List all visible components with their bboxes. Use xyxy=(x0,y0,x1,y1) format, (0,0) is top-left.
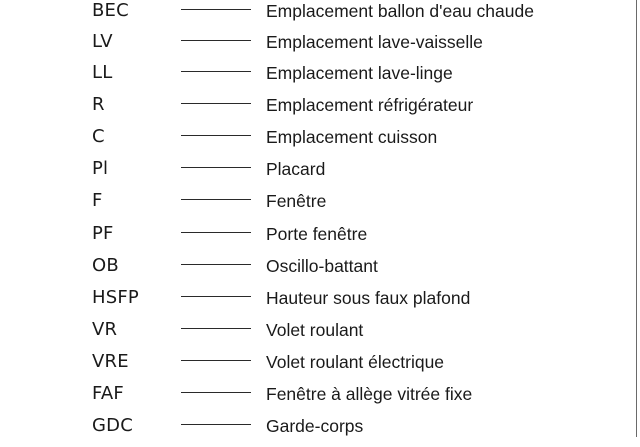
legend-abbreviation: C xyxy=(92,126,105,147)
legend-connector-line xyxy=(181,199,251,200)
legend-connector-line xyxy=(181,9,251,10)
legend-abbreviation: LV xyxy=(92,31,113,52)
legend-row xyxy=(0,415,636,447)
legend-abbreviation: VR xyxy=(92,319,118,340)
legend-connector-line xyxy=(181,135,251,136)
legend-abbreviation: GDC xyxy=(92,415,133,436)
legend-row xyxy=(0,255,636,287)
legend-abbreviation: LL xyxy=(92,62,113,83)
legend-row xyxy=(0,190,636,222)
legend-abbreviation: Pl xyxy=(92,158,109,179)
legend-abbreviation: PF xyxy=(92,223,114,244)
legend-abbreviation: FAF xyxy=(92,383,124,404)
legend-connector-line xyxy=(181,296,251,297)
legend-meaning: Placard xyxy=(266,159,326,179)
legend-meaning: Oscillo-battant xyxy=(266,256,378,276)
legend-row xyxy=(0,383,636,415)
legend-row xyxy=(0,223,636,255)
legend-row xyxy=(0,0,636,32)
legend-connector-line xyxy=(181,103,251,104)
legend-abbreviation: OB xyxy=(92,255,119,276)
legend-meaning: Emplacement lave-vaisselle xyxy=(266,32,483,52)
legend-abbreviation: HSFP xyxy=(92,287,139,308)
legend-connector-line xyxy=(181,328,251,329)
page-right-border xyxy=(636,0,637,437)
legend-connector-line xyxy=(181,232,251,233)
legend-meaning: Emplacement cuisson xyxy=(266,127,438,147)
legend-row xyxy=(0,126,636,158)
legend-abbreviation: BEC xyxy=(92,0,129,21)
legend-meaning: Porte fenêtre xyxy=(266,224,368,244)
legend-meaning: Volet roulant électrique xyxy=(266,352,445,372)
legend-meaning: Fenêtre à allège vitrée fixe xyxy=(266,384,473,404)
legend-abbreviation: R xyxy=(92,94,105,115)
legend-row xyxy=(0,62,636,94)
legend-abbreviation: F xyxy=(92,190,103,211)
legend-connector-line xyxy=(181,40,251,41)
legend-meaning: Hauteur sous faux plafond xyxy=(266,288,471,308)
legend-connector-line xyxy=(181,71,251,72)
legend-row xyxy=(0,94,636,126)
legend-row xyxy=(0,319,636,351)
legend-connector-line xyxy=(181,360,251,361)
legend-meaning: Garde-corps xyxy=(266,416,364,436)
legend-row xyxy=(0,31,636,63)
legend-row xyxy=(0,351,636,383)
legend-meaning: Emplacement ballon d'eau chaude xyxy=(266,1,534,21)
legend-connector-line xyxy=(181,167,251,168)
legend-abbreviation: VRE xyxy=(92,351,129,372)
legend-row xyxy=(0,158,636,190)
legend-connector-line xyxy=(181,264,251,265)
legend-connector-line xyxy=(181,424,251,425)
legend-connector-line xyxy=(181,392,251,393)
legend-meaning: Fenêtre xyxy=(266,191,327,211)
legend-meaning: Volet roulant xyxy=(266,320,364,340)
legend-meaning: Emplacement réfrigérateur xyxy=(266,95,474,115)
legend-row xyxy=(0,287,636,319)
legend-meaning: Emplacement lave-linge xyxy=(266,63,453,83)
